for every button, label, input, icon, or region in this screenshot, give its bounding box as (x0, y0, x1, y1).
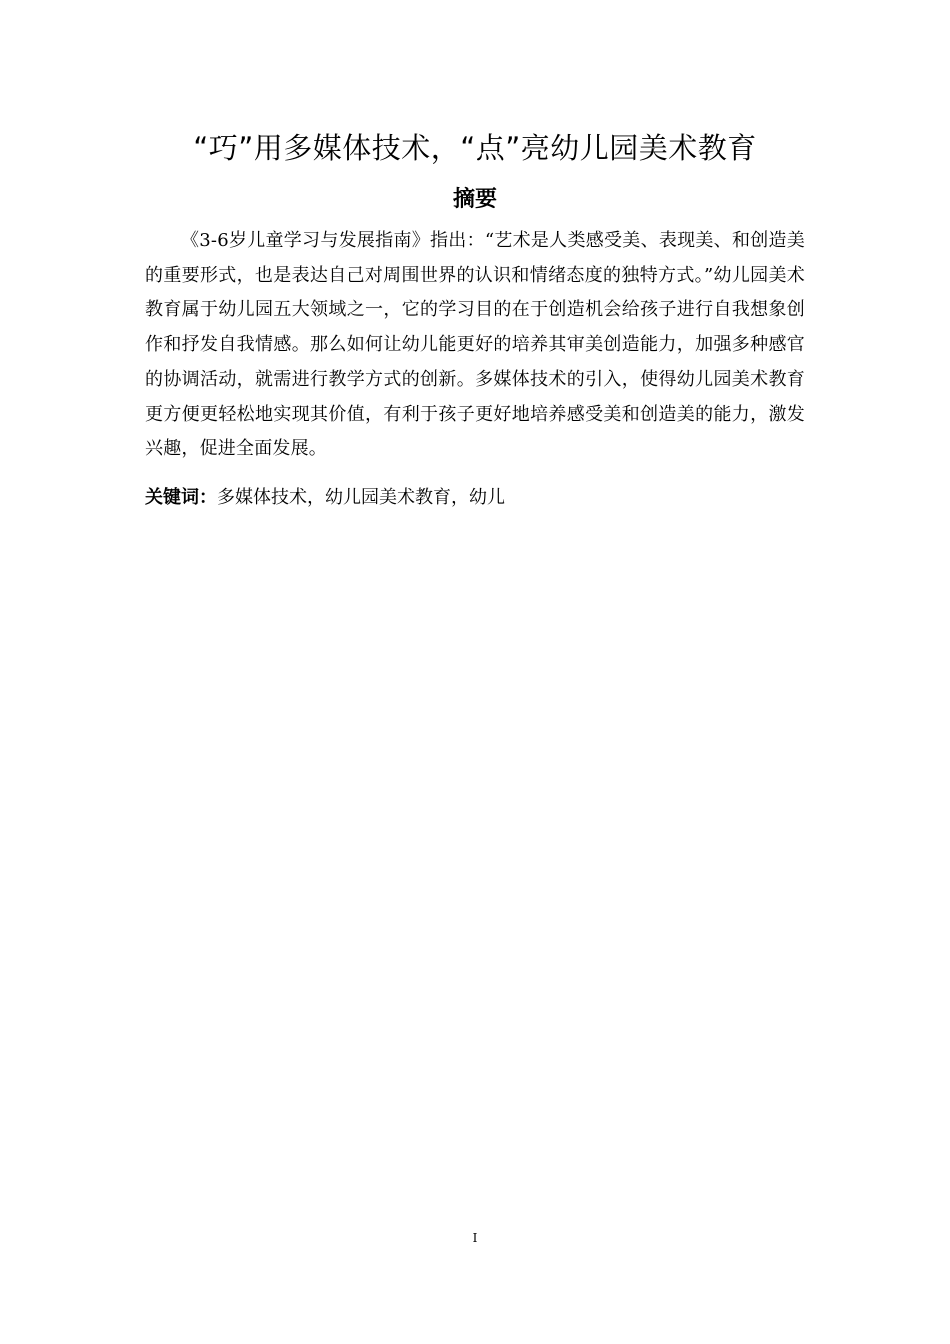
keywords-line (145, 482, 805, 514)
abstract-heading: 摘要 (452, 187, 497, 212)
keywords-text: 多媒体技术，幼儿园美术教育，幼儿 (217, 487, 505, 508)
document-title: “巧”用多媒体技术，“点”亮幼儿园美术教育 (193, 131, 757, 165)
abstract-body: 《3-6岁儿童学习与发展指南》指出：“艺术是人类感受美、表现美、和创造美的重要形式，也是表达自己对周围世界的认识和情绪态度的独特方式。”幼儿园美术教育属于幼儿园五大领域之一，它的学习目的在于创造机会给孩子进行自我想象创作和抒发自我情感。那么如何让幼儿能更好的培养其审美创造能力，加强多种感官的协调活动，就需进行教学方式的创新。多媒体技术的引入，使得幼儿园美术教育更方便更轻松地实现其价值，有利于孩子更好地培养感受美和创造美的能力，激发兴趣，促进全面发展。 (145, 230, 805, 460)
keywords-label: 关键词： (145, 487, 217, 508)
page-number: I (472, 1231, 478, 1245)
